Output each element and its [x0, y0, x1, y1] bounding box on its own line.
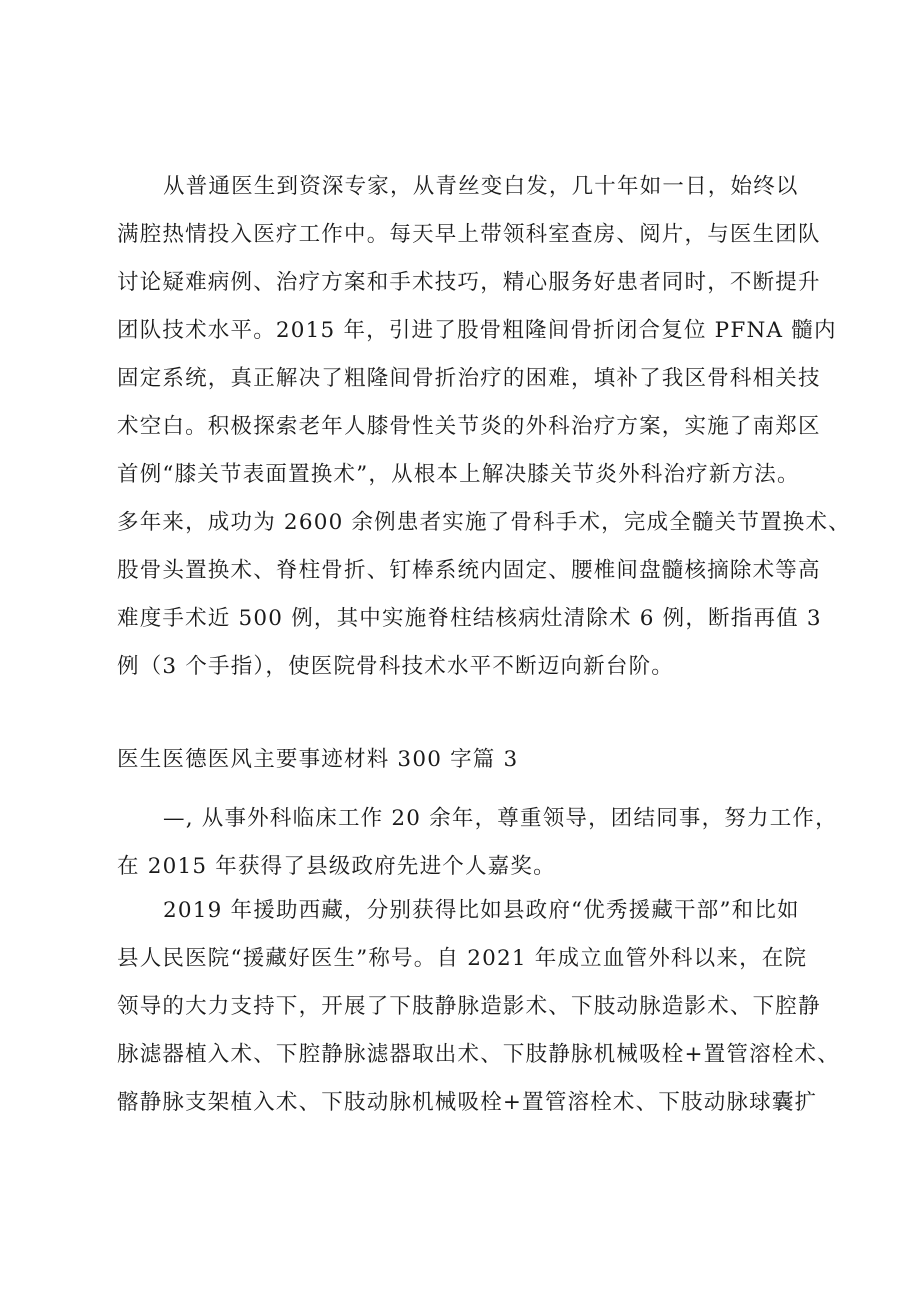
paragraph-line: 在 2015 年获得了县级政府先进个人嘉奖。 [117, 854, 556, 879]
paragraph-3 [117, 887, 840, 1127]
paragraph-line: 股骨头置换术、脊柱骨折、钉棒系统内固定、腰椎间盘髓核摘除术等高 [117, 558, 821, 583]
paragraph-line: 首例“膝关节表面置换术”，从根本上解决膝关节炎外科治疗新方法。 [117, 462, 800, 487]
paragraph-line: 固定系统，真正解决了粗隆间骨折治疗的困难，填补了我区骨科相关技 [117, 366, 821, 391]
paragraph-line: 多年来，成功为 2600 余例患者实施了骨科手术，完成全髓关节置换术、 [117, 510, 851, 535]
paragraph-line: 讨论疑难病例、治疗方案和手术技巧，精心服务好患者同时，不断提升 [117, 270, 821, 295]
paragraph-line: 术空白。积极探索老年人膝骨性关节炎的外科治疗方案，实施了南郑区 [117, 414, 821, 439]
paragraph-line: 例（3 个手指），使医院骨科技术水平不断迈向新台阶。 [117, 654, 674, 679]
section-heading [117, 736, 827, 784]
paragraph-2 [117, 795, 838, 891]
paragraph-line: 团队技术水平。2015 年，引进了股骨粗隆间骨折闭合复位 PFNA 髓内 [117, 318, 837, 343]
paragraph-line: 县人民医院“援藏好医生”称号。自 2021 年成立血管外科以来，在院 [117, 946, 808, 971]
paragraph-1 [117, 163, 851, 691]
paragraph-line: 脉滤器植入术、下腔静脉滤器取出术、下肢静脉机械吸栓+置管溶栓术、 [117, 1042, 840, 1067]
paragraph-line: —, 从事外科临床工作 20 余年，尊重领导，团结同事，努力工作， [163, 806, 838, 831]
section-heading-text: 医生医德医风主要事迹材料 300 字篇 3 [117, 747, 519, 772]
paragraph-line: 从普通医生到资深专家，从青丝变白发，几十年如一日，始终以 [163, 174, 799, 199]
paragraph-line: 满腔热情投入医疗工作中。每天早上带领科室查房、阅片，与医生团队 [117, 222, 821, 247]
paragraph-line: 领导的大力支持下，开展了下肢静脉造影术、下肢动脉造影术、下腔静 [117, 994, 821, 1019]
paragraph-line: 髂静脉支架植入术、下肢动脉机械吸栓+置管溶栓术、下肢动脉球囊扩 [117, 1090, 818, 1115]
paragraph-line: 难度手术近 500 例，其中实施脊柱结核病灶清除术 6 例，断指再值 3 [117, 606, 822, 631]
paragraph-line: 2019 年援助西藏，分别获得比如县政府“优秀援藏干部”和比如 [163, 898, 800, 923]
